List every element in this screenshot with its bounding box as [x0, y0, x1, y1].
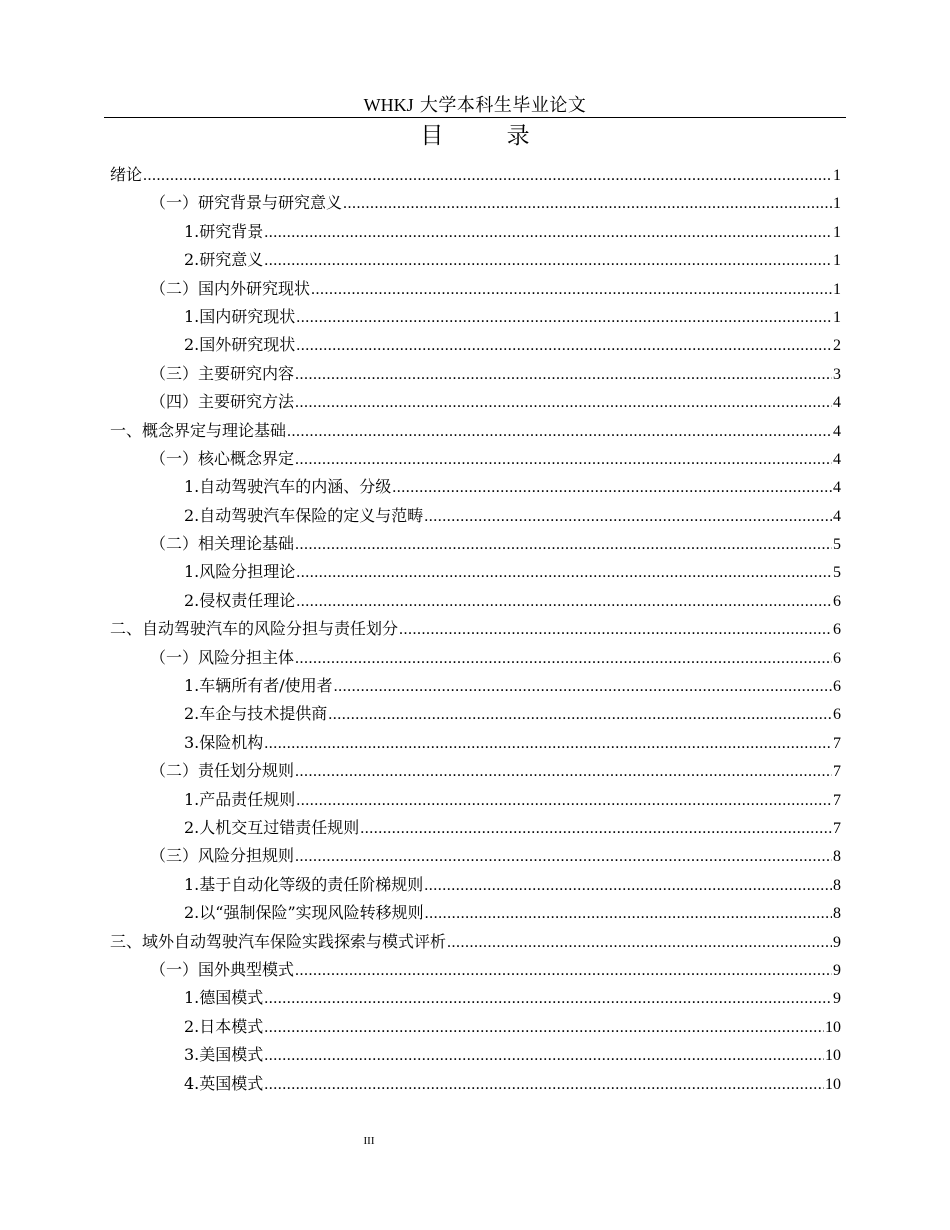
toc-entry-page: 1: [833, 308, 841, 326]
toc-entry[interactable]: [110, 899, 841, 927]
toc-entry[interactable]: [110, 331, 841, 359]
toc-entry[interactable]: [110, 672, 841, 700]
toc-entry-text: （四）主要研究方法: [150, 392, 295, 412]
toc-entry-page: 4: [833, 394, 841, 412]
toc-entry-page: 7: [833, 791, 841, 809]
toc-entry-text: 2.车企与技术提供商: [184, 704, 328, 724]
toc-entry-page: 6: [833, 706, 841, 724]
toc-entry-text: 1.研究背景: [184, 221, 264, 241]
toc-leader-dots: [287, 418, 832, 446]
toc-entry-page: 8: [833, 876, 841, 894]
toc-entry-page: 10: [825, 1018, 841, 1036]
toc-entry[interactable]: [110, 558, 841, 586]
toc-entry-text: （三）主要研究内容: [150, 363, 295, 383]
toc-leader-dots: [295, 389, 832, 417]
toc-leader-dots: [296, 304, 832, 332]
toc-leader-dots: [264, 985, 832, 1013]
toc-entry-page: 1: [833, 280, 841, 298]
toc-entry[interactable]: [110, 956, 841, 984]
toc-entry-page: 9: [833, 933, 841, 951]
toc-entry-page: 8: [833, 848, 841, 866]
toc-entry[interactable]: [110, 473, 841, 501]
toc-entry[interactable]: [110, 218, 841, 246]
toc-entry-text: （三）风险分担规则: [150, 846, 295, 866]
toc-entry-text: 一、概念界定与理论基础: [110, 420, 287, 440]
toc-entry[interactable]: [110, 1070, 841, 1098]
toc-entry-page: 4: [833, 450, 841, 468]
toc-entry[interactable]: [110, 587, 841, 615]
toc-entry-text: 绪论: [110, 165, 143, 184]
toc-entry-page: 3: [833, 365, 841, 383]
toc-entry-text: 1.德国模式: [184, 988, 264, 1008]
toc-entry-page: 9: [833, 961, 841, 979]
toc-entry-text: 2.以“强制保险”实现风险转移规则: [184, 903, 424, 923]
toc-entry-page: 1: [833, 223, 841, 241]
toc-entry[interactable]: [110, 786, 841, 814]
toc-entry-text: 2.自动驾驶汽车保险的定义与范畴: [184, 505, 424, 525]
toc-entry[interactable]: [110, 530, 841, 558]
toc-entry-text: （一）国外典型模式: [150, 959, 295, 979]
toc-entry-text: （二）相关理论基础: [150, 534, 295, 554]
toc-entry-page: 4: [833, 422, 841, 440]
toc-entry[interactable]: [110, 700, 841, 728]
toc-leader-dots: [264, 1071, 824, 1099]
toc-entry-page: 6: [833, 621, 841, 639]
toc-entry-text: 三、域外自动驾驶汽车保险实践探索与模式评析: [110, 931, 447, 951]
toc-leader-dots: [328, 701, 832, 729]
toc-leader-dots: [424, 503, 832, 531]
toc-leader-dots: [296, 588, 832, 616]
toc-leader-dots: [264, 219, 832, 247]
toc-leader-dots: [295, 957, 832, 985]
toc-leader-dots: [296, 332, 832, 360]
toc-entry[interactable]: [110, 275, 841, 303]
toc-entry[interactable]: [110, 161, 841, 189]
toc-entry-text: 1.产品责任规则: [184, 789, 296, 809]
toc-leader-dots: [392, 474, 832, 502]
toc-entry[interactable]: [110, 842, 841, 870]
toc-entry-text: 2.人机交互过错责任规则: [184, 817, 360, 837]
toc-leader-dots: [295, 843, 832, 871]
toc-entry[interactable]: [110, 388, 841, 416]
toc-entry-page: 10: [825, 1047, 841, 1065]
toc-entry-page: 5: [833, 564, 841, 582]
toc-entry-page: 1: [833, 167, 841, 184]
toc-entry-text: （一）研究背景与研究意义: [150, 193, 343, 213]
toc-entry-page: 6: [833, 649, 841, 667]
toc-entry-page: 2: [833, 337, 841, 355]
toc-leader-dots: [425, 900, 832, 928]
toc-entry-page: 6: [833, 678, 841, 696]
toc-entry[interactable]: [110, 303, 841, 331]
toc-entry[interactable]: [110, 644, 841, 672]
toc-entry-text: 2.侵权责任理论: [184, 590, 296, 610]
toc-entry-page: 1: [833, 195, 841, 213]
toc-entry[interactable]: [110, 502, 841, 530]
toc-leader-dots: [264, 730, 832, 758]
toc-entry-text: （一）核心概念界定: [150, 448, 295, 468]
toc-entry[interactable]: [110, 189, 841, 217]
toc-leader-dots: [447, 929, 832, 957]
header-rule: [104, 117, 846, 118]
toc-entry-text: 1.基于自动化等级的责任阶梯规则: [184, 874, 424, 894]
toc-entry-page: 7: [833, 734, 841, 752]
toc-entry-page: 4: [833, 507, 841, 525]
toc-leader-dots: [264, 247, 832, 275]
toc-leader-dots: [295, 446, 832, 474]
toc-entry-page: 6: [833, 592, 841, 610]
toc-entry-text: 2.研究意义: [184, 250, 264, 270]
toc-entry[interactable]: [110, 984, 841, 1012]
toc-entry-page: 4: [833, 479, 841, 497]
toc-leader-dots: [296, 559, 832, 587]
toc-leader-dots: [424, 872, 832, 900]
toc-leader-dots: [295, 361, 832, 389]
toc-leader-dots: [296, 787, 832, 815]
toc-leader-dots: [295, 645, 832, 673]
toc-entry-text: 1.国内研究现状: [184, 306, 296, 326]
toc-leader-dots: [334, 673, 832, 701]
toc-entry-text: 3.美国模式: [184, 1045, 264, 1065]
toc-entry[interactable]: [110, 246, 841, 274]
toc-entry-text: （二）国内外研究现状: [150, 278, 311, 298]
toc-leader-dots: [311, 276, 832, 304]
toc-leader-dots: [343, 190, 832, 218]
toc-entry-text: 1.风险分担理论: [184, 562, 296, 582]
toc-entry-text: （一）风险分担主体: [150, 647, 295, 667]
header-title: 大学本科生毕业论文: [419, 95, 587, 116]
toc-entry[interactable]: [110, 1041, 841, 1069]
toc-entry[interactable]: [110, 814, 841, 842]
toc-entry-page: 9: [833, 990, 841, 1008]
table-of-contents: [110, 161, 841, 1098]
toc-entry[interactable]: [110, 615, 841, 643]
toc-entry-text: 4.英国模式: [184, 1073, 264, 1093]
toc-entry-text: （二）责任划分规则: [150, 761, 295, 781]
toc-entry[interactable]: [110, 445, 841, 473]
toc-entry-page: 1: [833, 252, 841, 270]
toc-entry[interactable]: [110, 360, 841, 388]
toc-entry[interactable]: [110, 928, 841, 956]
toc-leader-dots: [295, 531, 832, 559]
toc-entry[interactable]: [110, 757, 841, 785]
toc-entry-text: 2.日本模式: [184, 1016, 264, 1036]
toc-entry-page: 5: [833, 536, 841, 554]
toc-title: 目 录: [420, 123, 558, 149]
toc-leader-dots: [143, 162, 832, 190]
toc-entry-page: 8: [833, 905, 841, 923]
header-abbreviation: WHKJ: [363, 95, 414, 115]
toc-entry-page: 10: [825, 1075, 841, 1093]
toc-leader-dots: [264, 1014, 824, 1042]
toc-leader-dots: [399, 616, 832, 644]
toc-leader-dots: [360, 815, 832, 843]
toc-entry-page: 7: [833, 819, 841, 837]
toc-entry-text: 1.自动驾驶汽车的内涵、分级: [184, 477, 392, 497]
toc-entry-page: 7: [833, 763, 841, 781]
toc-entry-text: 3.保险机构: [184, 732, 264, 752]
toc-entry-text: 2.国外研究现状: [184, 335, 296, 355]
running-header: [104, 92, 846, 118]
toc-entry[interactable]: [110, 417, 841, 445]
toc-entry[interactable]: [110, 1013, 841, 1041]
toc-leader-dots: [295, 758, 832, 786]
toc-entry[interactable]: [110, 729, 841, 757]
toc-entry-text: 二、自动驾驶汽车的风险分担与责任划分: [110, 619, 399, 639]
toc-entry[interactable]: [110, 871, 841, 899]
page-number: III: [363, 1135, 375, 1147]
toc-entry-text: 1.车辆所有者/使用者: [184, 676, 333, 696]
toc-leader-dots: [264, 1042, 824, 1070]
